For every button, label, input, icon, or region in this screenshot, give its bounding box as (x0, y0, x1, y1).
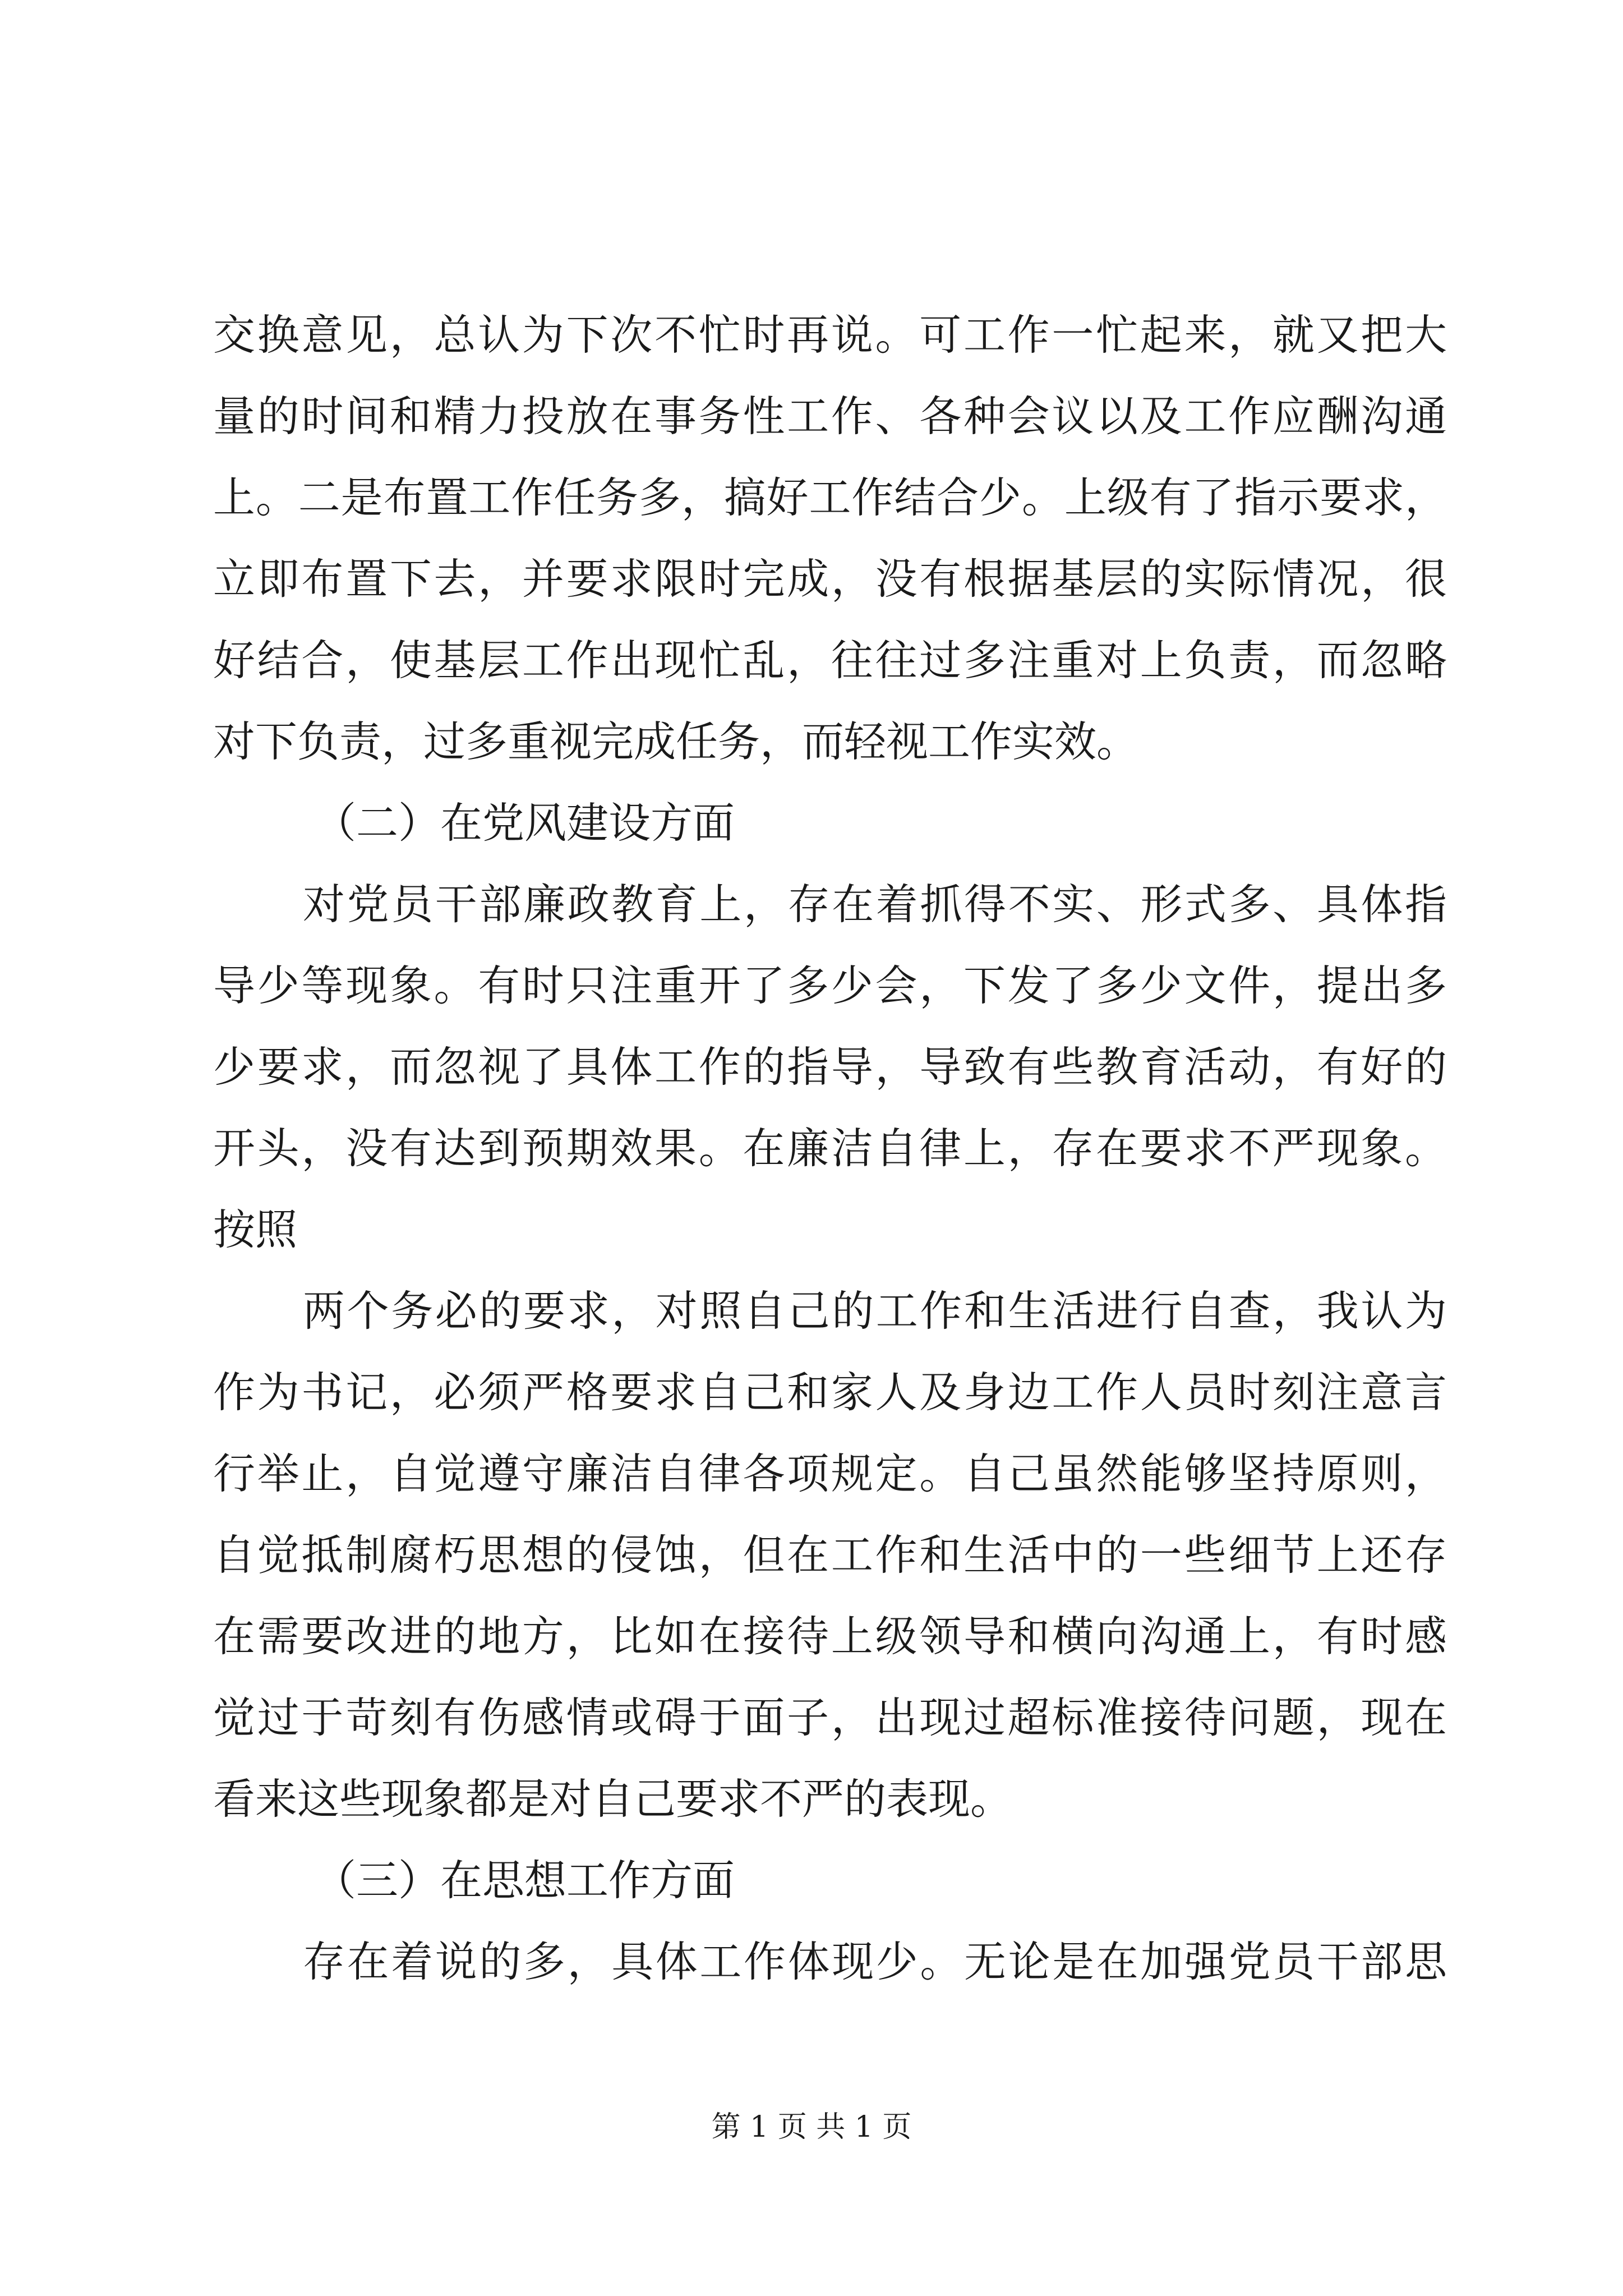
line-text: 好结合，使基层工作出现忙乱，往往过多注重对上负责，而忽略 (213, 636, 1447, 685)
line-text: 行举止，自觉遵守廉洁自律各项规定。自己虽然能够坚持原则， (213, 1449, 1447, 1498)
line-text: 立即布置下去，并要求限时完成，没有根据基层的实际情况，很 (213, 554, 1447, 604)
line-text: 量的时间和精力投放在事务性工作、各种会议以及工作应酬沟通 (213, 392, 1447, 441)
line-text: 存在着说的多，具体工作体现少。无论是在加强党员干部思 (303, 1937, 1447, 1986)
section-heading: （二）在党风建设方面 (314, 798, 735, 848)
line-text: 两个务必的要求，对照自己的工作和生活进行自查，我认为 (303, 1286, 1447, 1336)
line-text: 作为书记，必须严格要求自己和家人及身边工作人员时刻注意言 (213, 1368, 1447, 1417)
page-number-label: 第 1 页 共 1 页 (711, 2110, 912, 2144)
line-text: 开头，没有达到预期效果。在廉洁自律上，存在要求不严现象。 (213, 1124, 1447, 1173)
line-text: 交换意见，总认为下次不忙时再说。可工作一忙起来，就又把大 (213, 310, 1447, 360)
page-footer (0, 2110, 1623, 2144)
line-text: 看来这些现象都是对自己要求不严的表现。 (213, 1774, 1013, 1824)
line-text: 对下负责，过多重视完成任务，而轻视工作实效。 (213, 717, 1139, 766)
line-text: 上。二是布置工作任务多，搞好工作结合少。上级有了指示要求， (213, 473, 1447, 522)
line-text: 觉过于苛刻有伤感情或碍于面子，出现过超标准接待问题，现在 (213, 1693, 1447, 1742)
line-text: 对党员干部廉政教育上，存在着抓得不实、形式多、具体指 (303, 880, 1447, 929)
line-text: 导少等现象。有时只注重开了多少会，下发了多少文件，提出多 (213, 961, 1447, 1010)
line-text: 按照 (213, 1205, 298, 1254)
line-text: 自觉抵制腐朽思想的侵蚀，但在工作和生活中的一些细节上还存 (213, 1530, 1447, 1580)
line-text: 少要求，而忽视了具体工作的指导，导致有些教育活动，有好的 (213, 1042, 1447, 1092)
line-text: 在需要改进的地方，比如在接待上级领导和横向沟通上，有时感 (213, 1612, 1447, 1661)
section-heading: （三）在思想工作方面 (314, 1856, 735, 1905)
